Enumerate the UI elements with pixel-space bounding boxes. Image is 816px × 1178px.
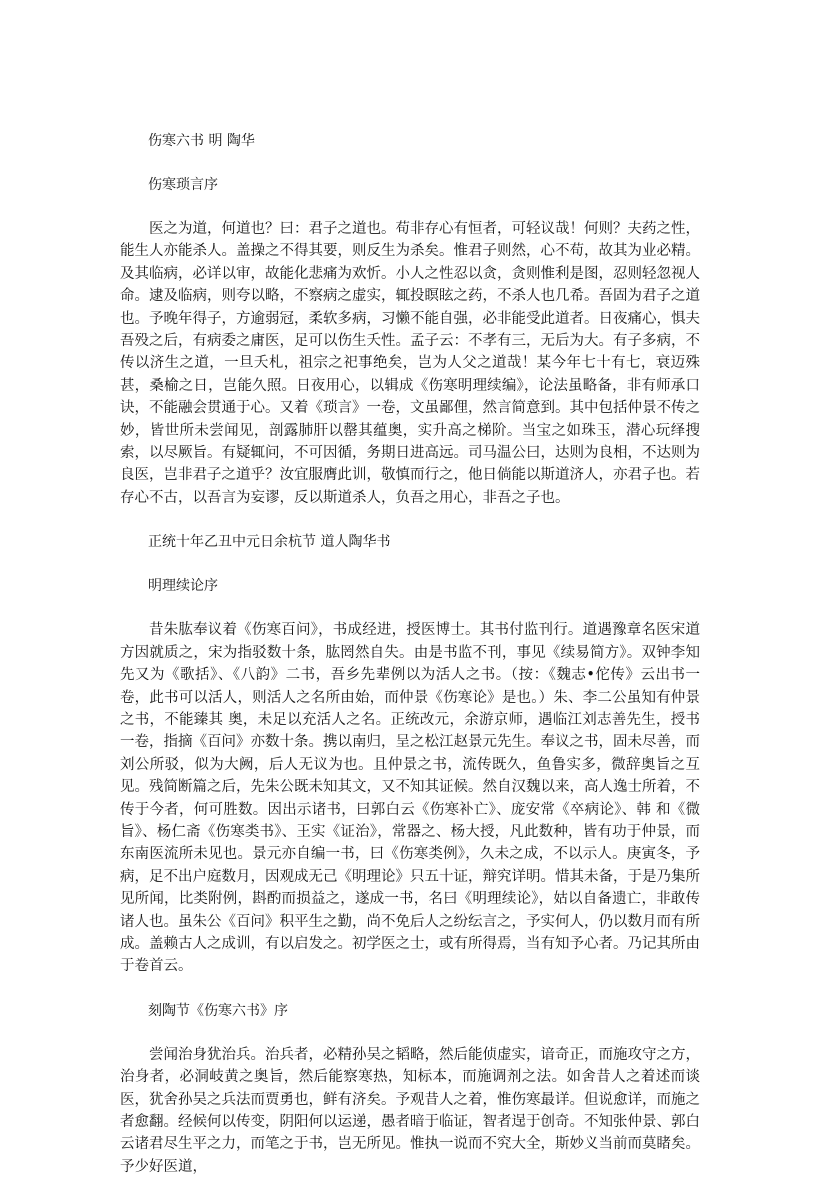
section-heading-mingli-preface: 明理续论序 xyxy=(148,578,218,595)
section-body-engraving-preface: 尝闻治身犹治兵。治兵者，必精孙吴之韬略，然后能侦虚实，谙奇正，而施攻守之方，治身者，必洞岐黄之奥旨，然后能察寒热，知标本，而施调剂之法。如舍昔人之着述而谈医，犹舍孙吴之兵法而贾勇也，鲜有济矣。予观昔人之着，惟伤寒最详。但说愈详，而施之者愈翻。经候何以传变，阴阳何以运递，愚者暗于临证，智者逞于创奇。不知张仲景、郭白云诸君尽生平之力，而笔之于书，岂无所见。惟执一说而不究大全，斯妙义当前而莫睹矣。予少好医道， xyxy=(120,1046,700,1175)
section-heading-engraving-preface: 刻陶节《伤寒六书》序 xyxy=(148,1002,288,1019)
section-heading-suoyan-preface: 伤寒琐言序 xyxy=(148,177,218,193)
section-body-suoyan-preface: 医之为道，何道也？曰：君子之道也。苟非存心有恒者，可轻议哉！何则？夫药之性，能生人亦能杀人。盖操之不得其要，则反生为杀矣。惟君子则然，心不苟，故其为业必精。及其临病，必详以审，故能化悲痛为欢忻。小人之性忍以贪，贪则惟利是图，忍则轻忽视人命。逮及临病，则夸以略，不察病之虚实，辄投瞑眩之药，不杀人也几希。吾固为君子之道也。予晚年得子，方逾弱冠，柔软多病，习懒不能自强，必非能受此道者。日夜痛心，惧夫吾殁之后，有病委之庸医，足可以伤生夭性。孟子云：不孝有三，无后为大。有子多病，不传以济生之道，一旦夭札，祖宗之祀事绝矣，岂为人父之道哉！某今年七十有七，衰迈殊甚，桑榆之日，岂能久照。日夜用心，以辑成《伤寒明理续编》，论法虽略备，非有师承口诀，不能融会贯通于心。又着《琐言》一卷，文虽鄙俚，然言简意到。其中包括仲景不传之妙，皆世所未尝闻见，剖露肺肝以罄其蕴奥，实升高之梯阶。当宝之如珠玉，潜心玩绎搜索，以尽厥旨。有疑辄问，不可因循，务期日进高远。司马温公曰，达则为良相，不达则为良医，岂非君子之道乎？汝宜服膺此训，敬慎而行之，他日倘能以斯道济人，亦君子也。若存心不古，以吾言为妄谬，反以斯道杀人，负吾之用心，非吾之子也。 xyxy=(120,221,700,506)
document-content xyxy=(120,130,700,1178)
section-body-mingli-preface: 昔朱肱奉议着《伤寒百问》，书成经进，授医博士。其书付监刊行。道遇豫章名医宋道方因就质之，宋为指驳数十条，肱罔然自失。由是书监不刊，事见《续易简方》。双钟李知先又为《歌括》、《八韵》二书，吾乡先辈例以为活人之书。（按：《魏志•佗传》云出书一卷，此书可以活人，则活人之名所由始，而仲景《伤寒论》是也。）朱、李二公虽知有仲景之书，不能臻其 奥，未足以充活人之名。正统改元，余游京师，遇临江刘志善先生，授书一卷，指摘《百问》亦数十条。携以南归，呈之松江赵景元先生。奉议之书，固未尽善，而刘公所驳，似为大阙，后人无议为也。且仲景之书，流传既久，鱼鲁实多，微辞奥旨之互见。残简断篇之后，先朱公既未知其文，又不知其证候。然自汉魏以来，高人逸士所着，不传于今者，何可胜数。因出示诸书，曰郭白云《伤寒补亡》、庞安常《卒病论》、韩 和《微旨》、杨仁斋《伤寒类书》、王实《证治》，常器之、杨大授，凡此数种，皆有功于仲景，而东南医流所未见也。景元亦自编一书，曰《伤寒类例》，久未之成，不以示人。庚寅冬，予病，足不出户庭数月，因观成无己《明理论》只五十证，辩究详明。惜其未备，于是乃集所见所闻，比类附例，斟酌而损益之，遂成一书，名曰《明理续论》，姑以自备遗亡，非敢传诸人也。虽朱公《百问》积平生之勤，尚不免后人之纷纭言之，予实何人，仍以数月而有所成。盖赖古人之成训，有以启发之。初学医之士，或有所得焉，当有知予心者。乃记其所由于卷首云。 xyxy=(120,622,700,975)
signature-line: 正统十年乙丑中元日余杭节 道人陶华书 xyxy=(148,534,391,551)
document-title: 伤寒六书 明 陶华 xyxy=(148,133,255,149)
